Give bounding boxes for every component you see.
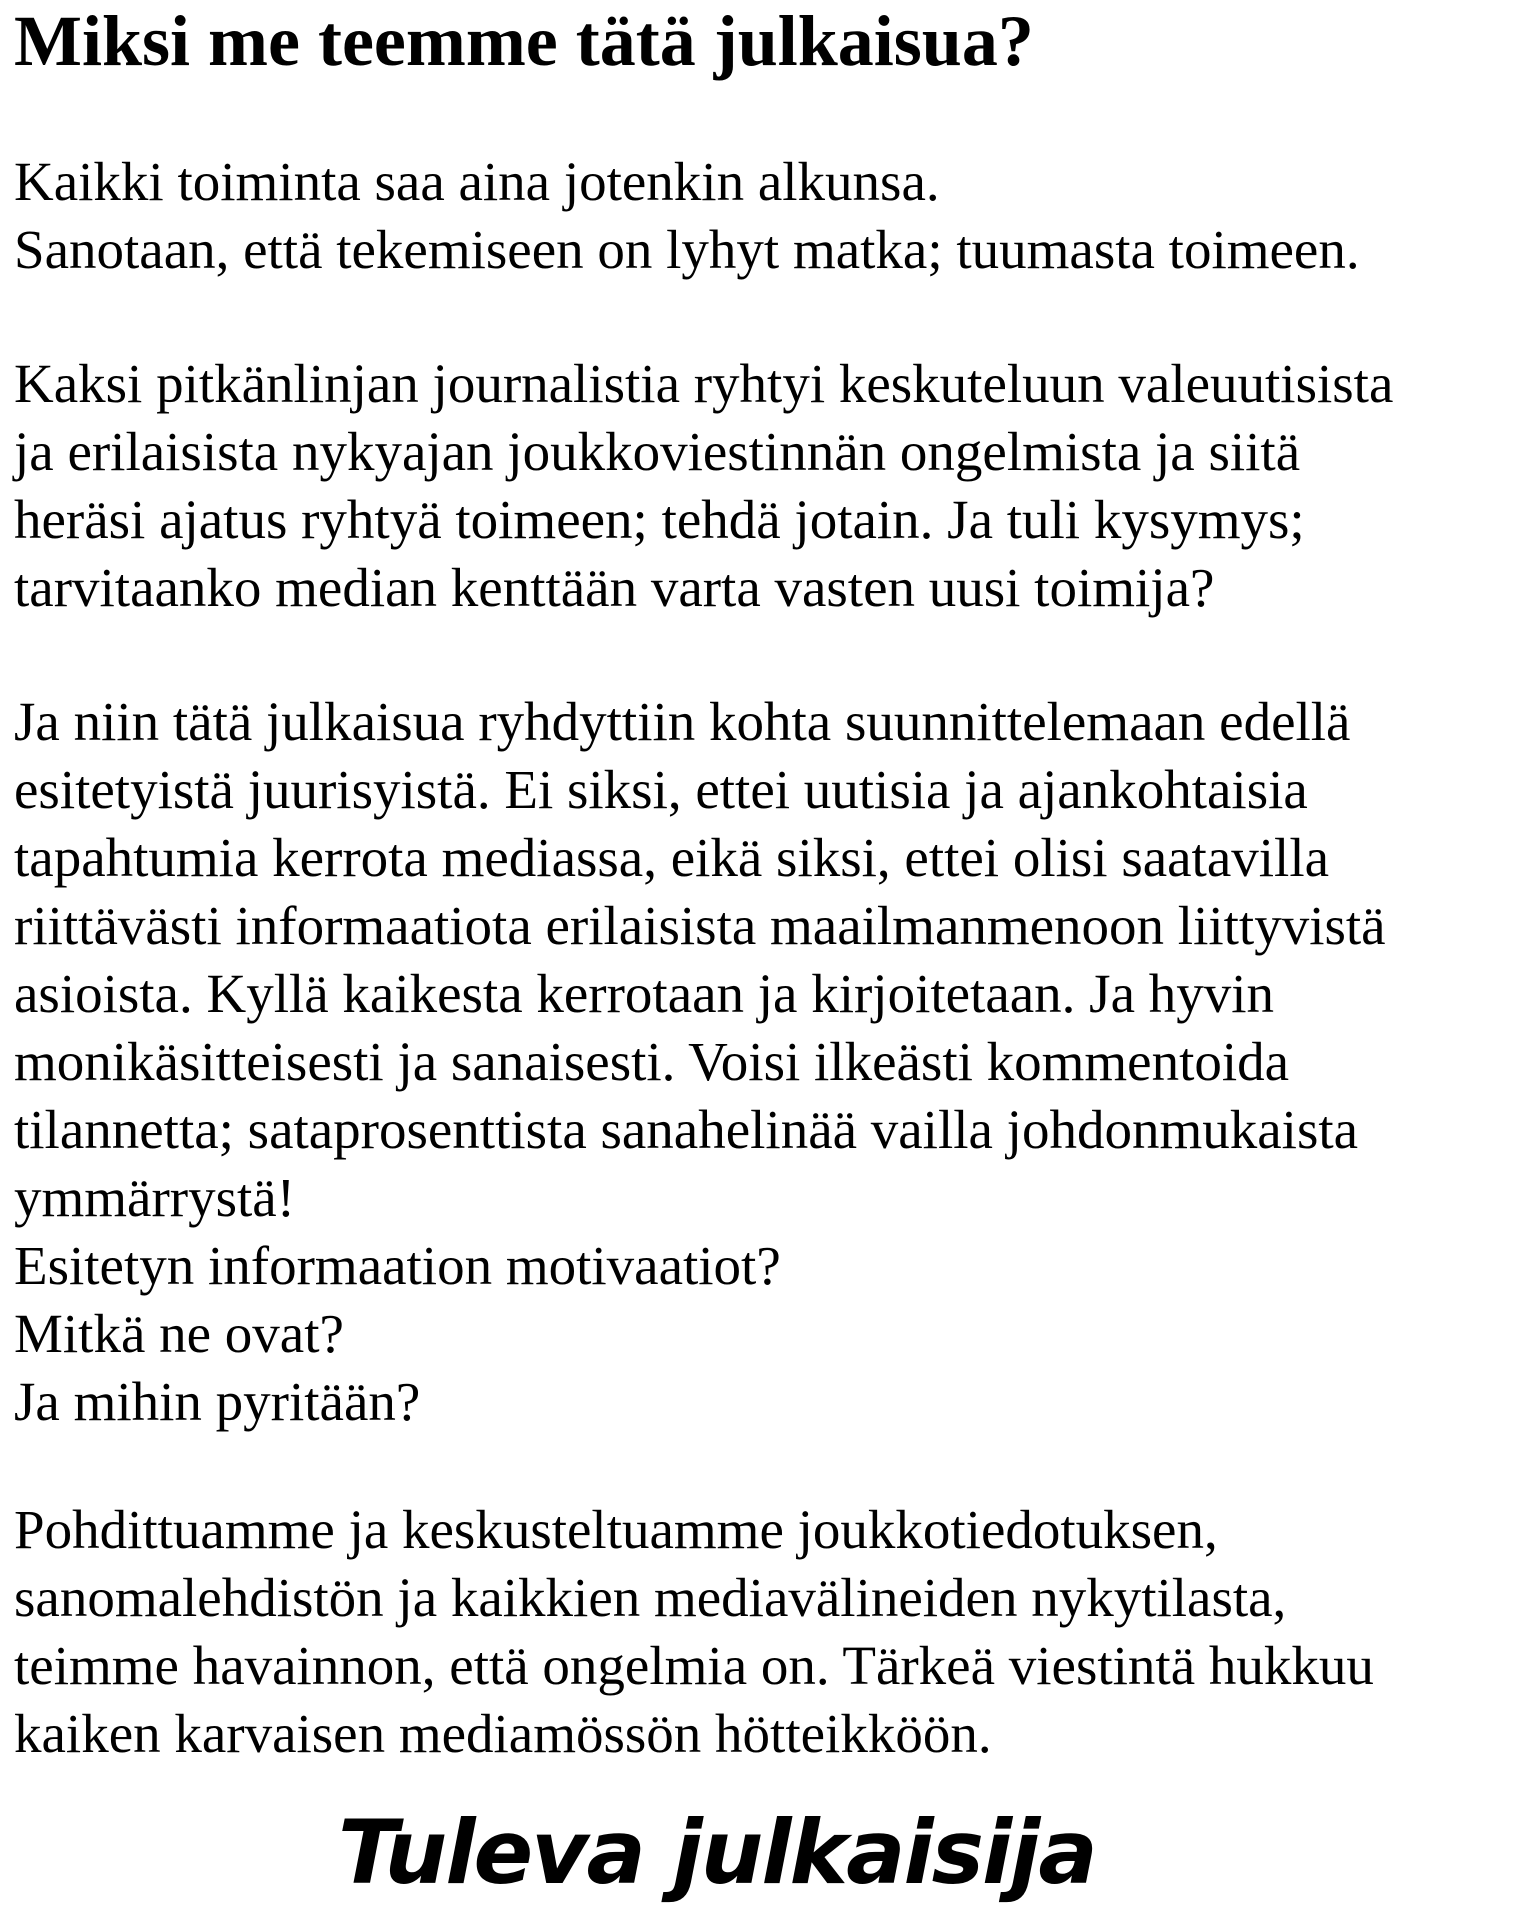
text-line: Sanotaan, että tekemiseen on lyhyt matka; tuumasta toimeen.: [14, 219, 1360, 280]
text-line: Pohdittuamme ja keskusteltuamme joukkotiedotuksen,: [14, 1499, 1218, 1560]
text-line: ja erilaisista nykyajan joukkoviestinnän ongelmista ja siitä: [14, 421, 1301, 482]
text-line: Ja niin tätä julkaisua ryhdyttiin kohta suunnittelemaan edellä: [14, 691, 1351, 752]
text-line: tilannetta; sataprosenttista sanahelinää vailla johdonmukaista: [14, 1099, 1359, 1160]
text-line: teimme havainnon, että ongelmia on. Tärkeä viestintä hukkuu: [14, 1635, 1374, 1696]
paragraph-intro: [14, 148, 1360, 284]
text-line: heräsi ajatus ryhtyä toimeen; tehdä jotain. Ja tuli kysymys;: [14, 489, 1305, 550]
text-line: riittävästi informaatiota erilaisista maailmanmenoon liittyvistä: [14, 895, 1386, 956]
text-line: Mitkä ne ovat?: [14, 1303, 344, 1364]
paragraph-conclusion: [14, 1496, 1374, 1768]
paragraph-journalists: [14, 350, 1393, 622]
page-title: Miksi me teemme tätä julkaisua?: [14, 1, 1034, 81]
text-line: tarvitaanko median kenttään varta vasten uusi toimija?: [14, 557, 1215, 618]
text-line: ymmärrystä!: [14, 1167, 296, 1228]
text-line: Esitetyn informaation motivaatiot?: [14, 1235, 781, 1296]
paragraph-planning: [14, 688, 1386, 1436]
text-line: monikäsitteisesti ja sanaisesti. Voisi ilkeästi kommentoida: [14, 1031, 1290, 1092]
text-line: asioista. Kyllä kaikesta kerrotaan ja kirjoitetaan. Ja hyvin: [14, 963, 1275, 1024]
text-line: Ja mihin pyritään?: [14, 1371, 421, 1432]
text-line: tapahtumia kerrota mediassa, eikä siksi, ettei olisi saatavilla: [14, 827, 1330, 888]
text-line: esitetyistä juurisyistä. Ei siksi, ettei uutisia ja ajankohtaisia: [14, 759, 1308, 820]
text-line: Kaksi pitkänlinjan journalistia ryhtyi keskuteluun valeuutisista: [14, 353, 1394, 414]
signature: Tuleva julkaisija: [338, 1801, 1096, 1904]
text-line: kaiken karvaisen mediamössön hötteikköön.: [14, 1703, 992, 1764]
text-line: sanomalehdistön ja kaikkien mediavälineiden nykytilasta,: [14, 1567, 1287, 1628]
text-line: Kaikki toiminta saa aina jotenkin alkunsa.: [14, 151, 940, 212]
